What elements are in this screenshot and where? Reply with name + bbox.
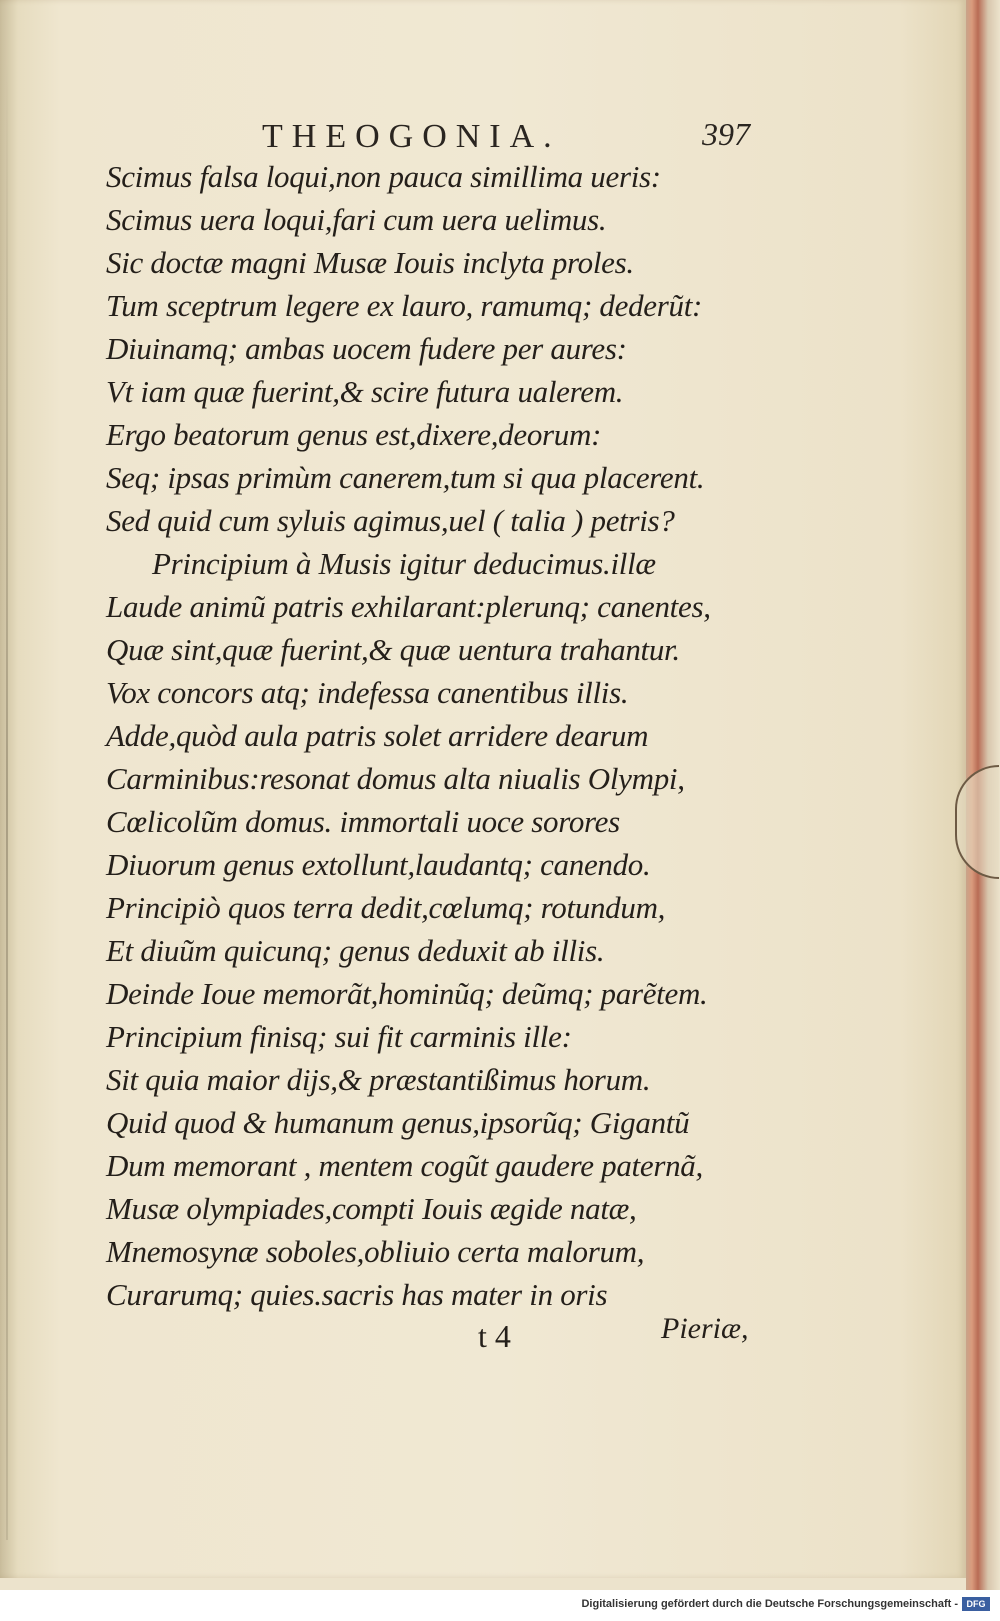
footer-credit: Digitalisierung gefördert durch die Deutsche Forschungsgemeinschaft - [581, 1598, 958, 1610]
verse-line: Musæ olympiades,compti Iouis ægide natæ, [106, 1191, 637, 1226]
running-head-title: THEOGONIA. [262, 118, 561, 155]
verse-line: Sit quia maior dijs,& præstantißimus horum. [106, 1062, 651, 1097]
verse-line: Diuorum genus extollunt,laudantq; canendo. [106, 847, 651, 882]
verse-block [106, 155, 786, 1316]
verse-line: Laude animũ patris exhilarant:plerunq; canentes, [106, 589, 711, 624]
verse-line: Mnemosynæ soboles,obliuio certa malorum, [106, 1234, 645, 1269]
verse-line: Principium finisq; sui fit carminis ille: [106, 1019, 572, 1054]
gutter-shadow [6, 60, 8, 1540]
verse-line: Sed quid cum syluis agimus,uel ( talia ) petris? [106, 503, 675, 538]
verse-line: Carminibus:resonat domus alta niualis Olympi, [106, 761, 685, 796]
verse-line: Sic doctæ magni Musæ Iouis inclyta proles. [106, 245, 634, 280]
verse-line: Dum memorant , mentem cogũt gaudere paternã, [106, 1148, 703, 1183]
verse-line: Scimus falsa loqui,non pauca simillima ueris: [106, 159, 661, 194]
verse-line: Deinde Ioue memorãt,hominũq; deũmq; parẽtem. [106, 976, 708, 1011]
verse-line: Adde,quòd aula patris solet arridere dearum [106, 718, 649, 753]
footer-bar [0, 1590, 1000, 1621]
signature-mark: t 4 [478, 1318, 511, 1354]
verse-line: Tum sceptrum legere ex lauro, ramumq; dederũt: [106, 288, 703, 323]
verse-line: Cœlicolũm domus. immortali uoce sorores [106, 804, 620, 839]
verse-line: Scimus uera loqui,fari cum uera uelimus. [106, 202, 607, 237]
verse-line: Principiò quos terra dedit,cœlumq; rotundum, [106, 890, 666, 925]
verse-line: Ergo beatorum genus est,dixere,deorum: [106, 417, 602, 452]
running-head [0, 118, 966, 158]
verse-line: Quæ sint,quæ fuerint,& quæ uentura trahantur. [106, 632, 680, 667]
verse-line-indented: Principium à Musis igitur deducimus.illæ [152, 546, 656, 581]
verse-line: Curarumq; quies.sacris has mater in oris [106, 1277, 608, 1312]
verse-line: Diuinamq; ambas uocem fudere per aures: [106, 331, 627, 366]
verse-line: Quid quod & humanum genus,ipsorũq; Gigantũ [106, 1105, 690, 1140]
verse-line: Vt iam quæ fuerint,& scire futura ualerem. [106, 374, 624, 409]
verse-line: Seq; ipsas primùm canerem,tum si qua placerent. [106, 460, 705, 495]
verse-line: Et diuũm quicunq; genus deduxit ab illis. [106, 933, 605, 968]
folio-number: 397 [702, 116, 750, 152]
verse-line: Vox concors atq; indefessa canentibus illis. [106, 675, 629, 710]
catchword: Pieriæ, [661, 1312, 749, 1345]
dfg-logo-icon: DFG [962, 1597, 990, 1611]
